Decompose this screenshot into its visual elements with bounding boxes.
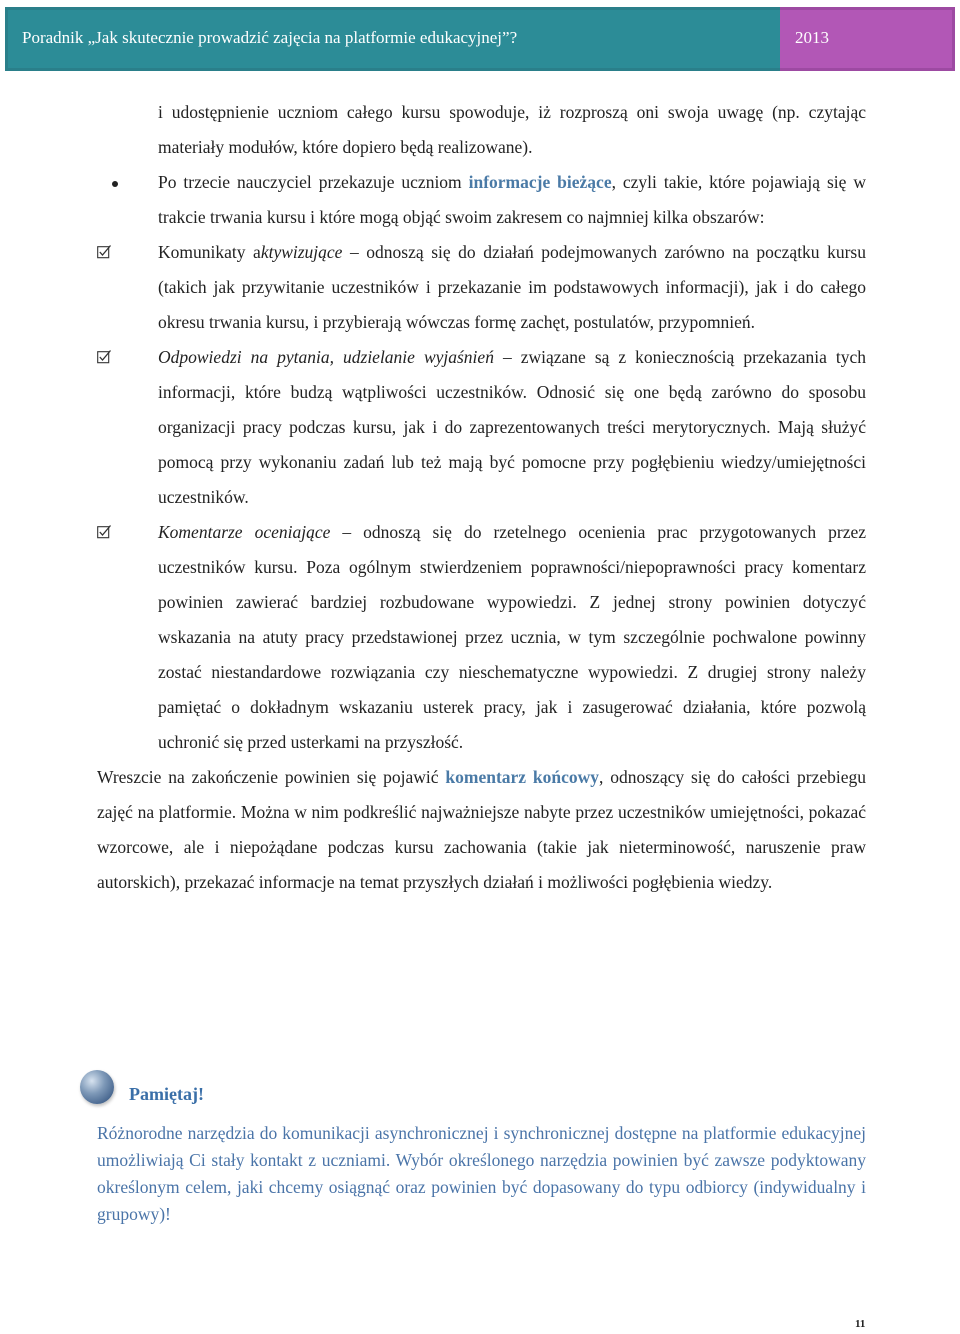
- remember-title: Pamiętaj!: [129, 1084, 204, 1104]
- final-text-after: , odnoszący się do całości przebiegu zajęć na platformie. Można w nim podkreślić najważniejsze nabyte przez uczestników umiejętności, pokazać wzorcowe, ale i niepożądane podczas kursu zachowania (takie jak nieterminowość, naruszenie praw autorskich), przekazać informacje na temat przyszłych działań i możliwości pogłębienia wiedzy.: [97, 767, 866, 892]
- check-item-text: – odnoszą się do działań podejmowanych zarówno na początku kursu (takich jak przywitanie uczestników i przekazanie im podstawowych informacji), jak i do całego okresu trwania kursu, i przybierają wówczas formę zachęt, postulatów, przypomnień.: [158, 242, 866, 332]
- continued-text: i udostępnienie uczniom całego kursu spowoduje, iż rozproszą oni swoja uwagę (np. czytając materiały modułów, które dopiero będą realizowane).: [158, 102, 866, 157]
- checkbox-icon: [97, 244, 112, 259]
- bullet-icon: [112, 181, 118, 187]
- remember-text: Różnorodne narzędzia do komunikacji asynchronicznej i synchronicznej dostępne na platformie edukacyjnej umożliwiają Ci stały kontakt z uczniami. Wybór określonego narzędzia powinien być zawsze podyktowany określonym celem, jaki chcemy osiągnąć oraz powinien być dopasowany do typu odbiorcy (indywidualny i grupowy)!: [97, 1123, 866, 1224]
- check-item: [97, 235, 866, 340]
- orb-icon: [80, 1070, 114, 1104]
- checkbox-icon: [97, 524, 112, 539]
- header-title: Poradnik „Jak skutecznie prowadzić zajęcia na platformie edukacyjnej”?: [5, 7, 780, 71]
- check-item-term: Odpowiedzi na pytania, udzielanie wyjaśnień: [158, 347, 494, 367]
- bullet-text-after: , czyli takie, które pojawiają się w trakcie trwania kursu i które mogą objąć swoim zakresem co najmniej kilka obszarów:: [158, 172, 867, 227]
- check-item-text: – związane są z koniecznością przekazania tych informacji, które budzą wątpliwości uczestników. Odnosić się one będą zarówno do sposobu organizacji pracy podczas kursu, jak i do zaprezentowanych treści merytorycznych. Mają służyć pomocą przy wykonaniu zadań lub też mają być pomocne przy pogłębieniu wiedzy/umiejętności uczestników.: [158, 347, 866, 507]
- check-item-text: – odnoszą się do rzetelnego ocenienia prac przygotowanych przez uczestników kursu. Poza ogólnym stwierdzeniem poprawności/niepoprawności pracy komentarz powinien zawierać bardziej rozbudowane wypowiedzi. Z jednej strony powinien dotyczyć wskazania na atuty pracy przedstawionej przez ucznia, w tym szczególnie pochwalone powinny zostać niestandardowe rozwiązania czy nieschematyczne wypowiedzi. Z drugiej strony należy pamiętać o dokładnym wskazaniu usterek pracy, jak i zasugerować działania, które pozwolą uchronić się przed usterkami na przyszłość.: [158, 522, 867, 752]
- check-item-lead: Komunikaty a: [158, 242, 261, 262]
- bullet-highlight: informacje bieżące: [468, 172, 612, 192]
- final-highlight: komentarz końcowy: [445, 767, 600, 787]
- check-item-term: Komentarze oceniające: [158, 522, 331, 542]
- check-item-term: ktywizujące: [260, 242, 343, 262]
- final-paragraph: [97, 760, 866, 900]
- checkbox-icon: [97, 349, 112, 364]
- bullet-text-before: Po trzecie nauczyciel przekazuje uczniom: [158, 172, 469, 192]
- continued-paragraph: [97, 95, 866, 165]
- bullet-item: [97, 165, 866, 235]
- check-item: [97, 515, 866, 760]
- header-year: 2013: [780, 7, 955, 71]
- main-content: [97, 95, 866, 900]
- page-header: [5, 7, 955, 71]
- final-text-before: Wreszcie na zakończenie powinien się pojawić: [97, 767, 446, 787]
- page-number: 11: [855, 1318, 866, 1330]
- check-item: [97, 340, 866, 515]
